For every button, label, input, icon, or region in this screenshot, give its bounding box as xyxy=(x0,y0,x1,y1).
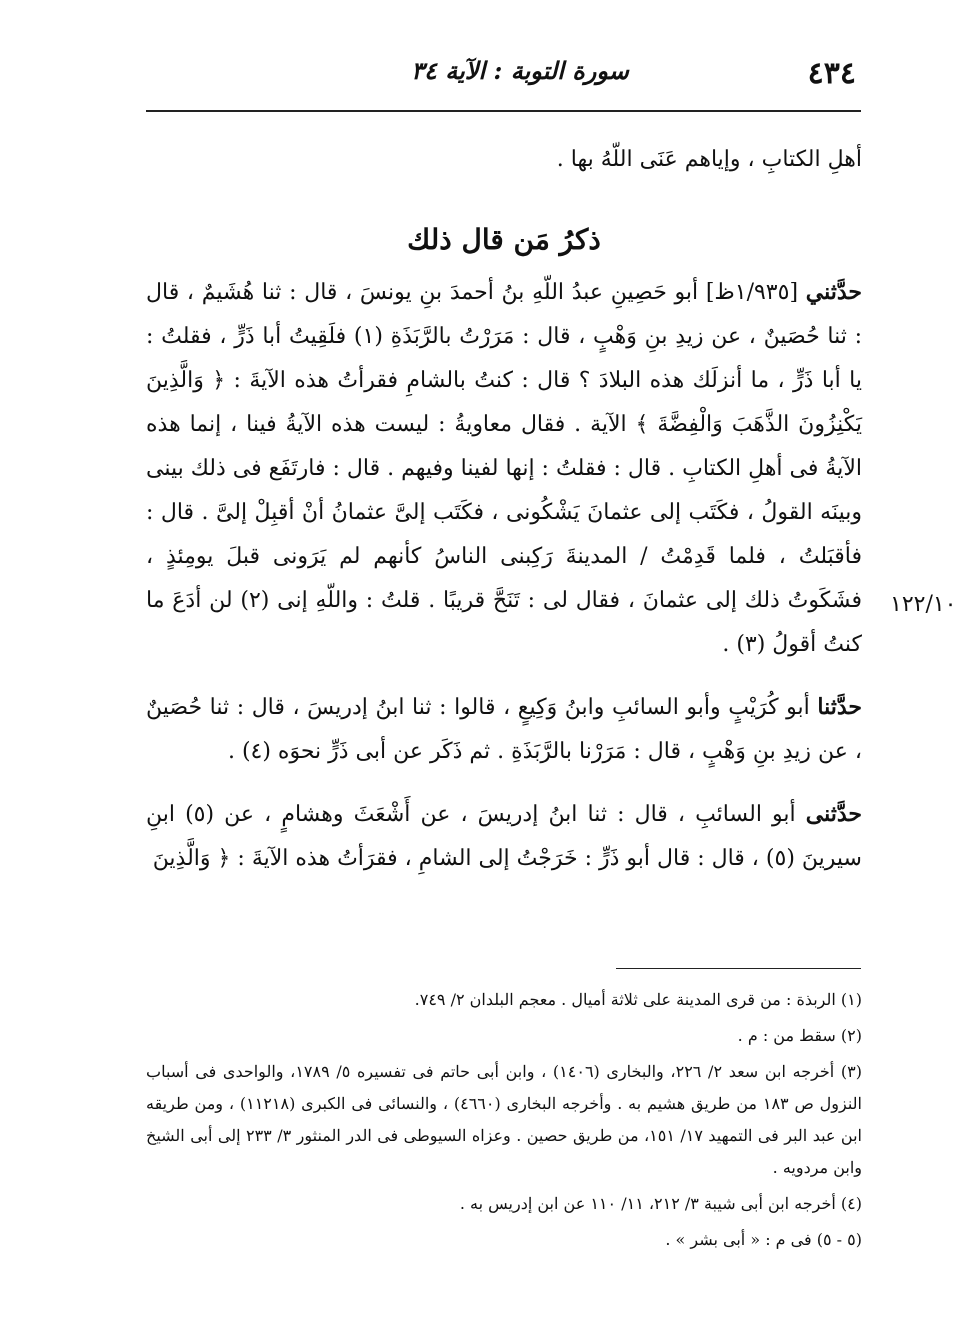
section-heading: ذكرُ مَن قال ذلك xyxy=(407,223,601,256)
paragraph-2-lead: حدَّثنا xyxy=(817,694,862,720)
footnotes xyxy=(146,984,862,1260)
paragraph-1 xyxy=(146,270,862,667)
paragraph-1-lead: حدَّثني xyxy=(805,279,862,305)
margin-note: ١٢٢/١٠ xyxy=(890,592,956,617)
opening-line: أهلِ الكتابِ ، وإياهم عَنَى اللّهُ بها . xyxy=(556,147,862,172)
paragraph-2-text: أبو كُرَيْبٍ وأبو السائبِ وابنُ وَكِيعٍ ، قالوا : ثنا ابنُ إدريسَ ، قال : ثنا حُصَينٌ ، عن زيدِ بنِ وَهْبٍ ، قال : مَرَرْنا بالرَّبَذَةِ . ثم ذَكَر عن أبى ذَرٍّ نحوَه (٤) . xyxy=(146,695,862,764)
running-head: سورة التوبة : الآية ٣٤ xyxy=(411,56,629,85)
footnote-3: (٣) أخرجه ابن سعد ٢/ ٢٢٦، والبخارى (١٤٠٦) ، وابن أبى حاتم فى تفسيره ٥/ ١٧٨٩، والواحدى فى أسباب النزول ص ١٨٣ من طريق هشيم به . وأخرجه البخارى (٤٦٦٠) ، والنسائى فى الكبرى (١١٢١٨) ، ومن طريقه ابن عبد البر فى التمهيد ١٧/ ١٥١، من طريق حصين . وعزاه السيوطى فى الدر المنثور ٣/ ٢٣٣ إلى أبى الشيخ وابن مردويه . xyxy=(146,1062,863,1177)
footnote-2: (٢) سقط من : م . xyxy=(737,1026,862,1045)
paragraph-3 xyxy=(146,792,862,881)
header-rule xyxy=(146,110,861,112)
footnote-rule xyxy=(616,968,861,969)
paragraph-2 xyxy=(146,685,862,774)
paragraph-3-lead: حدَّثنى xyxy=(805,801,863,827)
main-text xyxy=(146,138,862,881)
paragraph-3-text: أبو السائبِ ، قال : ثنا ابنُ إدريسَ ، عن أَشْعَثَ وهشامٍ ، عن (٥) ابنِ سيرينَ (٥) ، قال : قال أبو ذَرٍّ : خَرَجْتُ إلى الشامِ ، فقرَأتُ هذه الآيةَ : ﴿ وَالَّذِينَ xyxy=(146,802,862,871)
footnote-4: (٤) أخرجه ابن أبى شيبة ٣/ ٢١٢، ١١/ ١١٠ عن ابن إدريس به . xyxy=(459,1194,862,1213)
page-number: ٤٣٤ xyxy=(807,56,856,91)
footnote-1: (١) الربذة : من قرى المدينة على ثلاثة أميال . معجم البلدان ٢/ ٧٤٩. xyxy=(414,990,862,1009)
paragraph-1-text: [١/٩٣٥ظ] أبو حَصِينِ عبدُ اللّهِ بنُ أحمدَ بنِ يونسَ ، قال : ثنا هُشَيمٌ ، قال : ثنا حُصَينٌ ، عن زيدِ بنِ وَهْبٍ ، قال : مَرَرْتُ بالرَّبَذَةِ (١) فلَقِيتُ أبا ذَرٍّ ، فقلتُ : يا أبا ذَرٍّ ، ما أنزلَك هذه البلادَ ؟ قال : كنتُ بالشامِ فقرأتُ هذه الآيةَ : ﴿ وَالَّذِينَ يَكْنِزُونَ الذَّهَبَ وَالْفِضَّةَ ﴾ الآية . فقال معاويةُ : ليست هذه الآيةُ فينا ، إنما هذه الآيةُ فى أهلِ الكتابِ . قال : فقلتُ : إنها لفينا وفيهم . قال : فارتَفَع فى ذلك بينى وبينَه القولُ ، فكَتَب إلى عثمانَ يَشْكُونى ، فكَتَب إلىَّ عثمانُ أنْ أقبِلْ إلىَّ . قال : فأقبَلتُ ، فلما قَدِمْتُ / المدينةَ رَكِبنى الناسُ كأنهم لم يَرَونى قبلَ يومِئذٍ ، فشَكَوتُ ذلك إلى عثمانَ ، فقال لى : تَنَحَّ قريبًا . قلتُ : واللّهِ إنى (٢) لن أدَعَ ما كنتُ أقولُ (٣) . xyxy=(146,280,862,657)
footnote-5: (٥ - ٥) فى م : « أبى بشر » . xyxy=(665,1230,862,1249)
